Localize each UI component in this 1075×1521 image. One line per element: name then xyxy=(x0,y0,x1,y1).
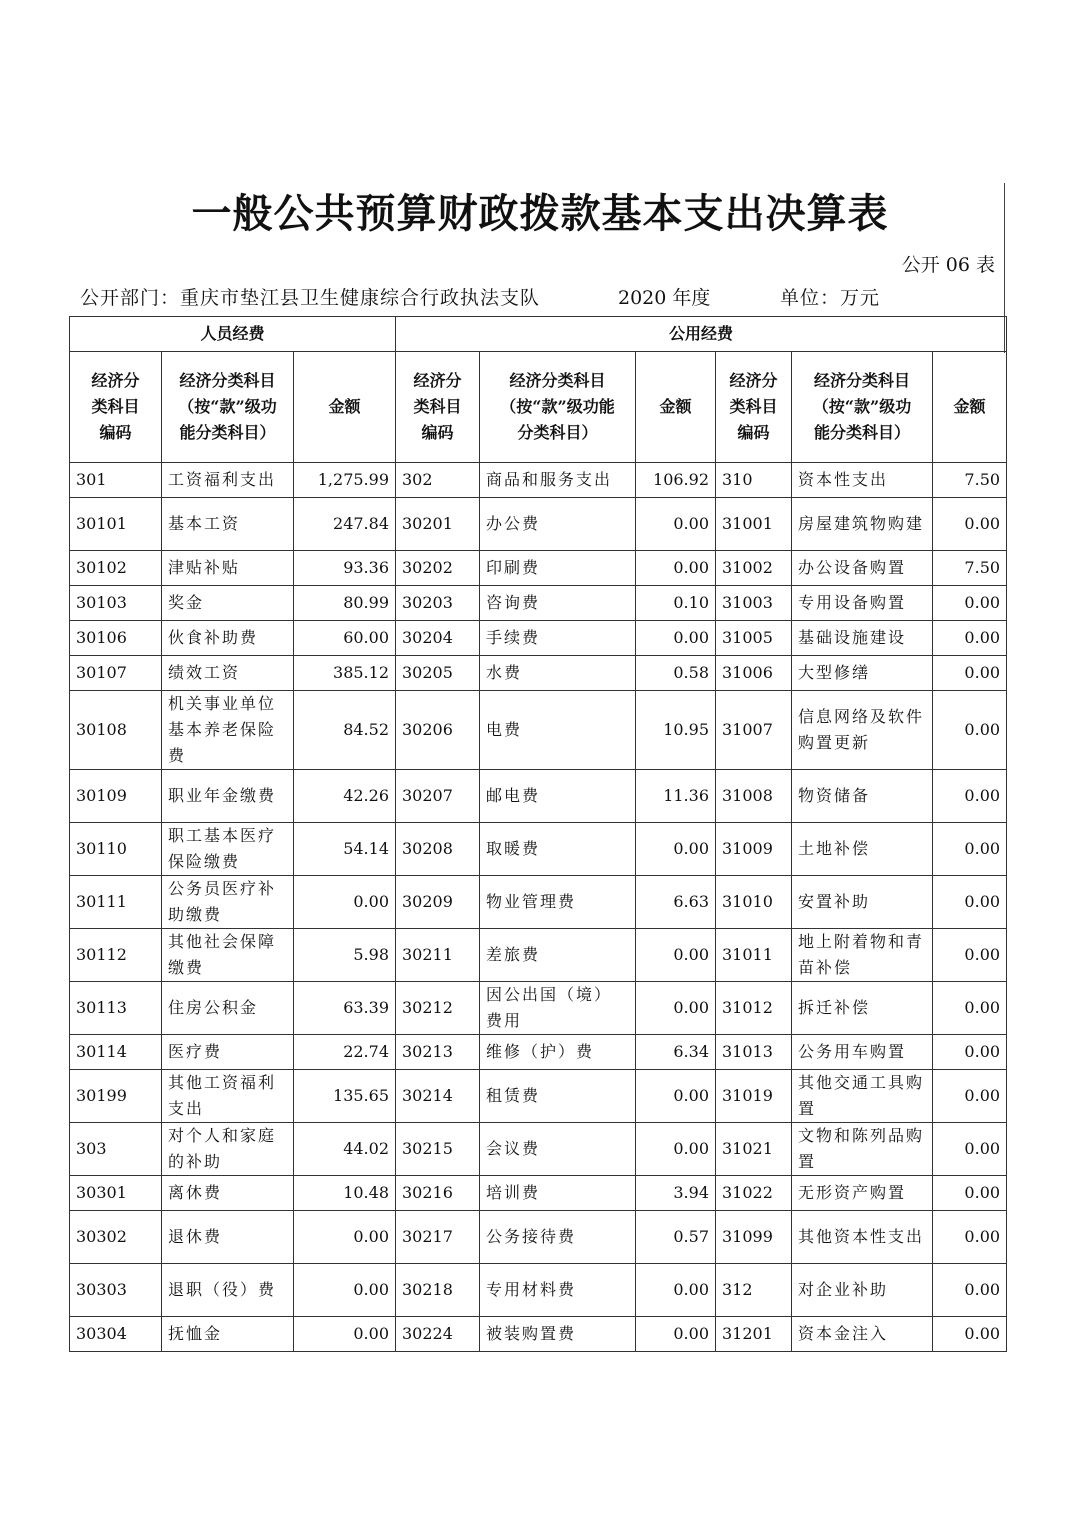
row-item-name: 公务员医疗补助缴费 xyxy=(162,876,294,929)
row-amount: 0.00 xyxy=(933,1264,1007,1317)
row-code: 30212 xyxy=(396,982,480,1035)
row-amount: 1,275.99 xyxy=(294,463,396,498)
header-name: 经济分类科目 （按“款”级功 能分类科目） xyxy=(792,352,933,463)
row-code: 30302 xyxy=(70,1211,162,1264)
row-code: 30209 xyxy=(396,876,480,929)
row-item-name: 文物和陈列品购置 xyxy=(792,1123,933,1176)
row-amount: 7.50 xyxy=(933,551,1007,586)
row-code: 30112 xyxy=(70,929,162,982)
row-code: 30110 xyxy=(70,823,162,876)
table-row xyxy=(70,586,1007,621)
row-amount: 0.00 xyxy=(636,1317,716,1352)
row-amount: 0.00 xyxy=(636,621,716,656)
row-code: 30202 xyxy=(396,551,480,586)
row-amount: 247.84 xyxy=(294,498,396,551)
row-amount: 7.50 xyxy=(933,463,1007,498)
row-item-name: 无形资产购置 xyxy=(792,1176,933,1211)
header-code: 经济分 类科目 编码 xyxy=(70,352,162,463)
table-row xyxy=(70,876,1007,929)
row-item-name: 公务接待费 xyxy=(480,1211,636,1264)
row-code: 31002 xyxy=(716,551,792,586)
row-item-name: 咨询费 xyxy=(480,586,636,621)
row-code: 30216 xyxy=(396,1176,480,1211)
row-amount: 84.52 xyxy=(294,691,396,770)
row-code: 30106 xyxy=(70,621,162,656)
row-item-name: 住房公积金 xyxy=(162,982,294,1035)
page-title: 一般公共预算财政拨款基本支出决算表 xyxy=(191,190,889,237)
row-code: 30208 xyxy=(396,823,480,876)
row-code: 30205 xyxy=(396,656,480,691)
fiscal-year: 2020 年度 xyxy=(618,287,711,309)
row-item-name: 其他社会保障缴费 xyxy=(162,929,294,982)
row-amount: 0.00 xyxy=(933,1123,1007,1176)
row-code: 30206 xyxy=(396,691,480,770)
table-row xyxy=(70,982,1007,1035)
row-amount: 0.58 xyxy=(636,656,716,691)
table-row xyxy=(70,691,1007,770)
row-code: 31201 xyxy=(716,1317,792,1352)
row-item-name: 其他工资福利支出 xyxy=(162,1070,294,1123)
row-item-name: 大型修缮 xyxy=(792,656,933,691)
header-name: 经济分类科目 （按“款”级功能 分类科目） xyxy=(480,352,636,463)
row-item-name: 抚恤金 xyxy=(162,1317,294,1352)
row-amount: 0.00 xyxy=(636,1070,716,1123)
row-code: 31008 xyxy=(716,770,792,823)
row-amount: 0.00 xyxy=(933,1035,1007,1070)
row-amount: 135.65 xyxy=(294,1070,396,1123)
header-code: 经济分 类科目 编码 xyxy=(396,352,480,463)
row-item-name: 物资储备 xyxy=(792,770,933,823)
row-amount: 10.95 xyxy=(636,691,716,770)
row-amount: 0.00 xyxy=(933,823,1007,876)
row-amount: 0.10 xyxy=(636,586,716,621)
header-code: 经济分 类科目 编码 xyxy=(716,352,792,463)
row-code: 30224 xyxy=(396,1317,480,1352)
row-amount: 0.00 xyxy=(933,1176,1007,1211)
row-code: 30303 xyxy=(70,1264,162,1317)
header-name: 经济分类科目 （按“款”级功 能分类科目） xyxy=(162,352,294,463)
row-code: 30101 xyxy=(70,498,162,551)
row-item-name: 电费 xyxy=(480,691,636,770)
row-item-name: 水费 xyxy=(480,656,636,691)
table-row xyxy=(70,1176,1007,1211)
row-amount: 0.00 xyxy=(294,1317,396,1352)
row-item-name: 培训费 xyxy=(480,1176,636,1211)
row-code: 312 xyxy=(716,1264,792,1317)
table-row xyxy=(70,1211,1007,1264)
row-code: 30218 xyxy=(396,1264,480,1317)
row-amount: 80.99 xyxy=(294,586,396,621)
table-row xyxy=(70,1317,1007,1352)
row-item-name: 地上附着物和青苗补偿 xyxy=(792,929,933,982)
row-item-name: 物业管理费 xyxy=(480,876,636,929)
expenditure-table xyxy=(69,316,1007,1352)
row-code: 303 xyxy=(70,1123,162,1176)
row-amount: 0.00 xyxy=(933,691,1007,770)
row-amount: 0.00 xyxy=(933,1211,1007,1264)
row-amount: 6.34 xyxy=(636,1035,716,1070)
table-row xyxy=(70,1123,1007,1176)
table-row xyxy=(70,1264,1007,1317)
row-code: 301 xyxy=(70,463,162,498)
row-item-name: 对个人和家庭的补助 xyxy=(162,1123,294,1176)
row-item-name: 手续费 xyxy=(480,621,636,656)
row-code: 30113 xyxy=(70,982,162,1035)
row-code: 31003 xyxy=(716,586,792,621)
row-code: 31099 xyxy=(716,1211,792,1264)
row-amount: 0.00 xyxy=(636,929,716,982)
row-code: 30107 xyxy=(70,656,162,691)
row-code: 31011 xyxy=(716,929,792,982)
row-item-name: 拆迁补偿 xyxy=(792,982,933,1035)
row-code: 30103 xyxy=(70,586,162,621)
row-code: 31021 xyxy=(716,1123,792,1176)
row-item-name: 房屋建筑物购建 xyxy=(792,498,933,551)
table-row xyxy=(70,656,1007,691)
row-item-name: 其他资本性支出 xyxy=(792,1211,933,1264)
table-row xyxy=(70,770,1007,823)
row-amount: 0.00 xyxy=(933,1317,1007,1352)
table-row xyxy=(70,463,1007,498)
row-code: 30199 xyxy=(70,1070,162,1123)
row-code: 31006 xyxy=(716,656,792,691)
row-item-name: 土地补偿 xyxy=(792,823,933,876)
row-item-name: 退职（役）费 xyxy=(162,1264,294,1317)
row-code: 30207 xyxy=(396,770,480,823)
row-amount: 0.00 xyxy=(933,876,1007,929)
row-item-name: 机关事业单位基本养老保险费 xyxy=(162,691,294,770)
row-code: 30204 xyxy=(396,621,480,656)
row-amount: 0.00 xyxy=(933,770,1007,823)
row-code: 30201 xyxy=(396,498,480,551)
row-item-name: 离休费 xyxy=(162,1176,294,1211)
row-item-name: 差旅费 xyxy=(480,929,636,982)
row-amount: 0.00 xyxy=(933,621,1007,656)
row-item-name: 被装购置费 xyxy=(480,1317,636,1352)
row-amount: 10.48 xyxy=(294,1176,396,1211)
row-item-name: 退休费 xyxy=(162,1211,294,1264)
row-code: 31001 xyxy=(716,498,792,551)
row-amount: 0.00 xyxy=(933,498,1007,551)
form-number: 公开 06 表 xyxy=(901,254,995,276)
row-code: 31012 xyxy=(716,982,792,1035)
row-item-name: 办公费 xyxy=(480,498,636,551)
row-item-name: 伙食补助费 xyxy=(162,621,294,656)
row-item-name: 奖金 xyxy=(162,586,294,621)
row-amount: 60.00 xyxy=(294,621,396,656)
row-item-name: 会议费 xyxy=(480,1123,636,1176)
row-amount: 42.26 xyxy=(294,770,396,823)
row-code: 31007 xyxy=(716,691,792,770)
row-item-name: 专用材料费 xyxy=(480,1264,636,1317)
row-amount: 0.00 xyxy=(294,1211,396,1264)
row-item-name: 办公设备购置 xyxy=(792,551,933,586)
row-code: 30203 xyxy=(396,586,480,621)
table-row xyxy=(70,1070,1007,1123)
report-info-line xyxy=(80,285,990,311)
row-code: 310 xyxy=(716,463,792,498)
row-amount: 44.02 xyxy=(294,1123,396,1176)
row-item-name: 工资福利支出 xyxy=(162,463,294,498)
row-amount: 385.12 xyxy=(294,656,396,691)
table-row xyxy=(70,551,1007,586)
row-amount: 0.00 xyxy=(933,586,1007,621)
row-code: 302 xyxy=(396,463,480,498)
row-amount: 0.00 xyxy=(294,1264,396,1317)
row-item-name: 基础设施建设 xyxy=(792,621,933,656)
row-amount: 0.00 xyxy=(636,982,716,1035)
row-item-name: 对企业补助 xyxy=(792,1264,933,1317)
row-item-name: 其他交通工具购置 xyxy=(792,1070,933,1123)
row-code: 30304 xyxy=(70,1317,162,1352)
row-item-name: 安置补助 xyxy=(792,876,933,929)
row-amount: 0.00 xyxy=(294,876,396,929)
header-amount: 金额 xyxy=(636,352,716,463)
row-code: 30108 xyxy=(70,691,162,770)
row-item-name: 邮电费 xyxy=(480,770,636,823)
row-item-name: 专用设备购置 xyxy=(792,586,933,621)
row-code: 31019 xyxy=(716,1070,792,1123)
row-amount: 0.00 xyxy=(933,656,1007,691)
row-amount: 6.63 xyxy=(636,876,716,929)
table-row xyxy=(70,823,1007,876)
row-item-name: 医疗费 xyxy=(162,1035,294,1070)
row-item-name: 租赁费 xyxy=(480,1070,636,1123)
row-amount: 0.57 xyxy=(636,1211,716,1264)
row-amount: 0.00 xyxy=(636,551,716,586)
table-row xyxy=(70,498,1007,551)
row-code: 31009 xyxy=(716,823,792,876)
row-item-name: 职业年金缴费 xyxy=(162,770,294,823)
row-amount: 0.00 xyxy=(933,982,1007,1035)
row-code: 30301 xyxy=(70,1176,162,1211)
row-code: 30215 xyxy=(396,1123,480,1176)
header-amount: 金额 xyxy=(933,352,1007,463)
row-code: 30111 xyxy=(70,876,162,929)
row-item-name: 基本工资 xyxy=(162,498,294,551)
table-row xyxy=(70,1035,1007,1070)
row-code: 31010 xyxy=(716,876,792,929)
row-amount: 54.14 xyxy=(294,823,396,876)
row-amount: 11.36 xyxy=(636,770,716,823)
row-amount: 0.00 xyxy=(636,1123,716,1176)
row-amount: 106.92 xyxy=(636,463,716,498)
row-item-name: 职工基本医疗保险缴费 xyxy=(162,823,294,876)
row-item-name: 维修（护）费 xyxy=(480,1035,636,1070)
row-amount: 0.00 xyxy=(636,823,716,876)
row-code: 30109 xyxy=(70,770,162,823)
row-amount: 63.39 xyxy=(294,982,396,1035)
row-amount: 93.36 xyxy=(294,551,396,586)
table-row xyxy=(70,621,1007,656)
row-code: 30217 xyxy=(396,1211,480,1264)
table-row xyxy=(70,929,1007,982)
row-item-name: 津贴补贴 xyxy=(162,551,294,586)
row-item-name: 资本金注入 xyxy=(792,1317,933,1352)
unit-label: 单位：万元 xyxy=(780,287,881,309)
row-code: 30213 xyxy=(396,1035,480,1070)
section-public: 公用经费 xyxy=(396,317,1007,352)
row-item-name: 公务用车购置 xyxy=(792,1035,933,1070)
row-code: 31013 xyxy=(716,1035,792,1070)
row-amount: 5.98 xyxy=(294,929,396,982)
row-item-name: 资本性支出 xyxy=(792,463,933,498)
row-code: 30214 xyxy=(396,1070,480,1123)
row-code: 31022 xyxy=(716,1176,792,1211)
row-code: 31005 xyxy=(716,621,792,656)
row-amount: 22.74 xyxy=(294,1035,396,1070)
row-code: 30114 xyxy=(70,1035,162,1070)
row-item-name: 信息网络及软件购置更新 xyxy=(792,691,933,770)
header-amount: 金额 xyxy=(294,352,396,463)
row-code: 30102 xyxy=(70,551,162,586)
row-amount: 0.00 xyxy=(933,1070,1007,1123)
row-amount: 3.94 xyxy=(636,1176,716,1211)
row-amount: 0.00 xyxy=(933,929,1007,982)
row-item-name: 印刷费 xyxy=(480,551,636,586)
department-label: 公开部门：重庆市垫江县卫生健康综合行政执法支队 xyxy=(80,287,541,309)
row-item-name: 因公出国（境）费用 xyxy=(480,982,636,1035)
section-personnel: 人员经费 xyxy=(70,317,396,352)
row-amount: 0.00 xyxy=(636,498,716,551)
row-item-name: 取暖费 xyxy=(480,823,636,876)
row-amount: 0.00 xyxy=(636,1264,716,1317)
row-code: 30211 xyxy=(396,929,480,982)
row-item-name: 绩效工资 xyxy=(162,656,294,691)
row-item-name: 商品和服务支出 xyxy=(480,463,636,498)
